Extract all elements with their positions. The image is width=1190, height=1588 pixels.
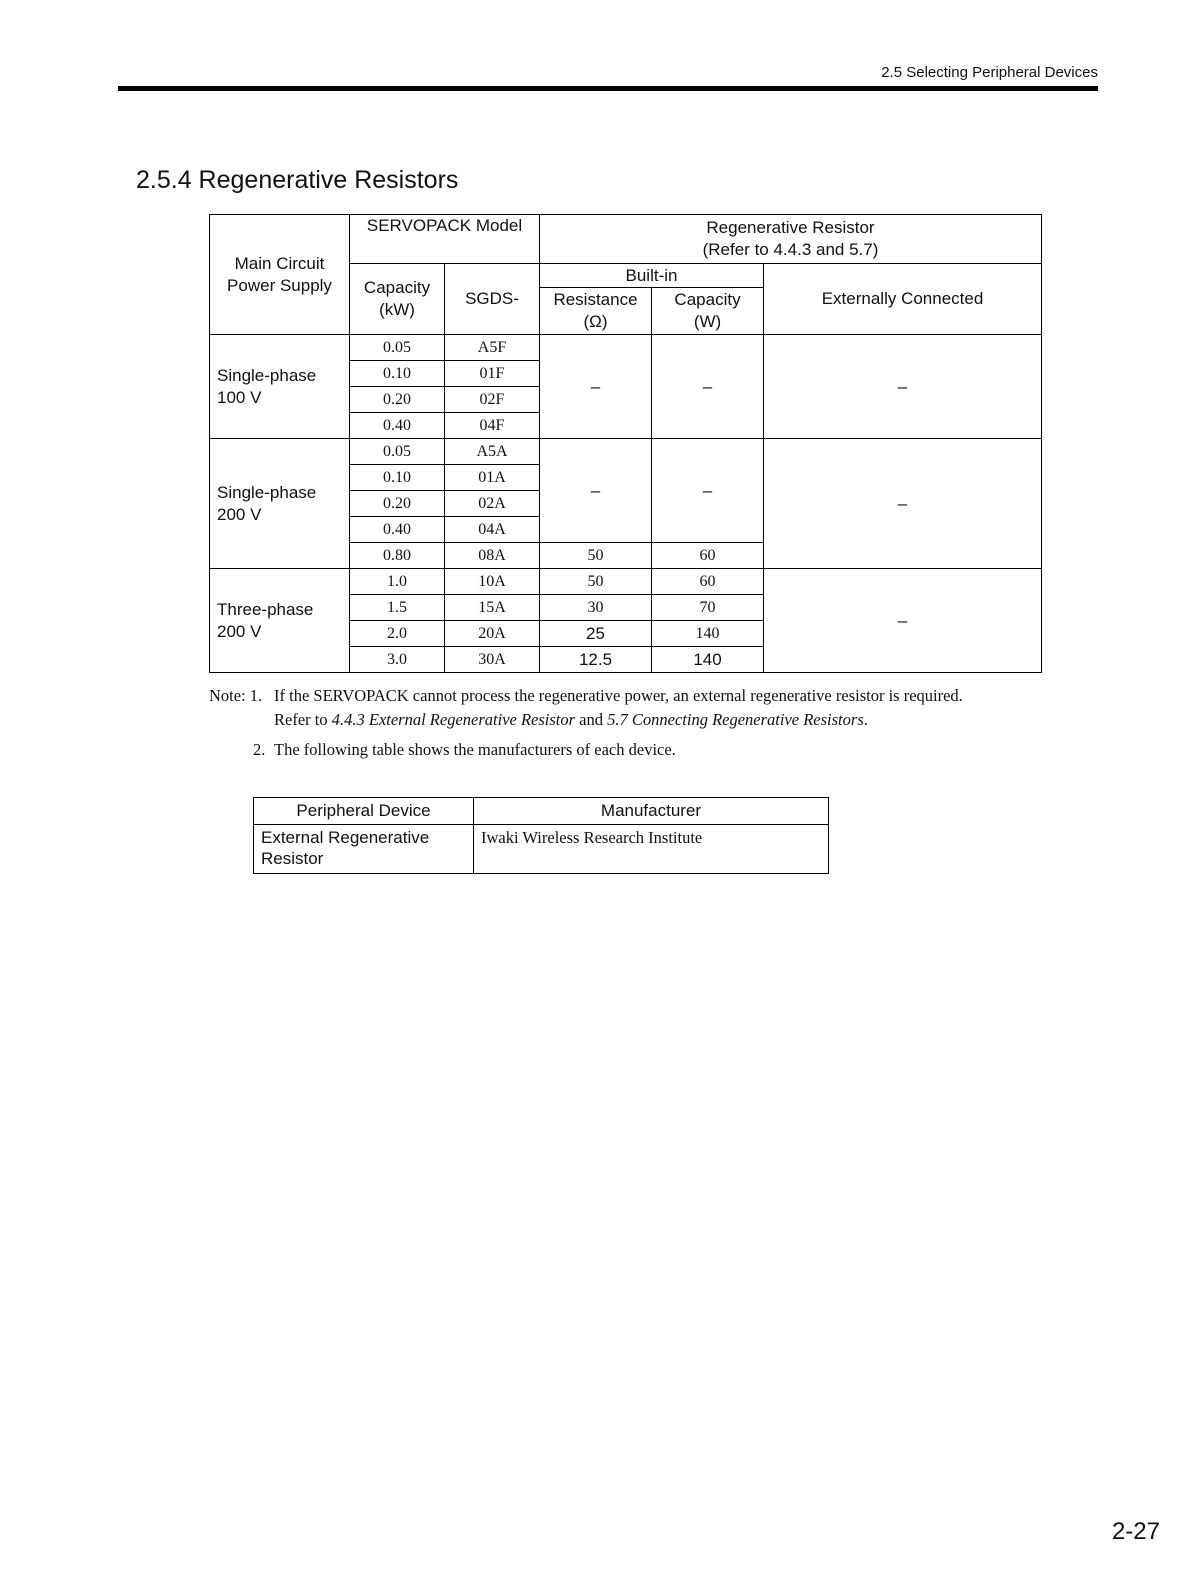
resistance-cell: 25 [540,621,652,647]
resistance-cell: 30 [540,595,652,621]
section-title: 2.5.4 Regenerative Resistors [136,166,459,194]
header-built-in: Built-in [540,264,764,288]
capacity-w-cell: 60 [652,543,764,569]
capacity-kw-cell: 0.05 [350,439,445,465]
capacity-kw-cell: 2.0 [350,621,445,647]
note-label: Note: [209,686,246,705]
note-1 [209,684,989,732]
table-row [210,439,1042,465]
capacity-w-cell: – [652,439,764,543]
capacity-kw-cell: 1.0 [350,569,445,595]
capacity-w-cell: 140 [652,621,764,647]
external-cell: – [764,335,1042,439]
capacity-w-cell: 60 [652,569,764,595]
capacity-kw-cell: 0.40 [350,517,445,543]
table-row [210,335,1042,361]
note-text: and [575,710,608,729]
table-row [210,569,1042,595]
resistance-cell: – [540,439,652,543]
capacity-kw-cell: 1.5 [350,595,445,621]
power-supply-cell: Single-phase 200 V [210,439,350,569]
table-row [254,825,829,874]
model-cell: 08A [445,543,540,569]
header-regenerative-resistor: Regenerative Resistor (Refer to 4.4.3 and 5.7) [540,215,1042,264]
running-header: 2.5 Selecting Peripheral Devices [881,64,1098,81]
header-rule [118,86,1098,91]
external-cell: – [764,569,1042,673]
note-text: If the SERVOPACK cannot process the regenerative power, an external regenerative resistor is required. Refer to [274,686,963,729]
note-2 [209,738,989,762]
model-cell: A5A [445,439,540,465]
capacity-kw-cell: 0.20 [350,491,445,517]
model-cell: 01F [445,361,540,387]
power-supply-cell: Three-phase 200 V [210,569,350,673]
header-peripheral-device: Peripheral Device [254,798,474,825]
power-supply-cell: Single-phase 100 V [210,335,350,439]
note-reference: 5.7 Connecting Regenerative Resistors [607,710,864,729]
note-text: . [863,710,868,729]
manufacturer-cell: Iwaki Wireless Research Institute [474,825,829,874]
model-cell: 01A [445,465,540,491]
header-sgds: SGDS- [445,264,540,335]
device-cell: External Regenerative Resistor [254,825,474,874]
capacity-kw-cell: 0.10 [350,361,445,387]
note-text: The following table shows the manufacturers of each device. [274,740,676,759]
resistance-cell: 12.5 [540,647,652,673]
notes [209,684,989,762]
header-main-circuit: Main Circuit Power Supply [210,215,350,335]
model-cell: 20A [445,621,540,647]
capacity-kw-cell: 0.40 [350,413,445,439]
header-servopack-model: SERVOPACK Model [350,215,540,264]
model-cell: 02A [445,491,540,517]
capacity-w-cell: 70 [652,595,764,621]
capacity-w-cell: – [652,335,764,439]
model-cell: 15A [445,595,540,621]
capacity-kw-cell: 0.05 [350,335,445,361]
capacity-w-cell: 140 [652,647,764,673]
note-number: 1. [249,686,263,705]
model-cell: 10A [445,569,540,595]
model-cell: 30A [445,647,540,673]
capacity-kw-cell: 0.80 [350,543,445,569]
regenerative-resistor-table [209,214,1042,673]
page-number: 2-27 [1111,1518,1160,1545]
resistance-cell: 50 [540,543,652,569]
header-capacity-w: Capacity (W) [652,288,764,335]
note-reference: 4.4.3 External Regenerative Resistor [331,710,576,729]
header-capacity-kw: Capacity (kW) [350,264,445,335]
header-manufacturer: Manufacturer [474,798,829,825]
resistance-cell: 50 [540,569,652,595]
external-cell: – [764,439,1042,569]
header-resistance: Resistance (Ω) [540,288,652,335]
capacity-kw-cell: 0.20 [350,387,445,413]
manufacturer-table [253,797,829,874]
note-number: 2. [253,740,266,759]
capacity-kw-cell: 3.0 [350,647,445,673]
model-cell: 04F [445,413,540,439]
model-cell: A5F [445,335,540,361]
model-cell: 02F [445,387,540,413]
model-cell: 04A [445,517,540,543]
header-externally-connected: Externally Connected [764,264,1042,335]
capacity-kw-cell: 0.10 [350,465,445,491]
resistance-cell: – [540,335,652,439]
